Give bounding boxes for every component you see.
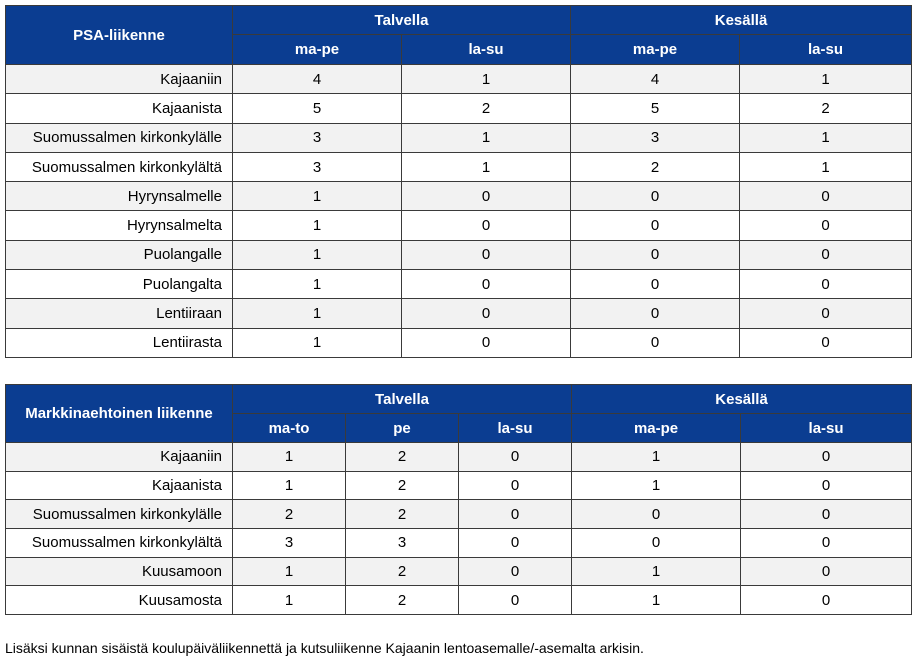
psa-cell: 2 [740,94,912,123]
market-row [6,443,912,472]
psa-row [6,240,912,269]
psa-cell: 1 [233,240,402,269]
psa-row [6,270,912,299]
market-cell: 1 [233,443,346,472]
psa-row [6,152,912,181]
market-row [6,529,912,558]
market-cell: 0 [459,500,572,529]
market-cell: 2 [346,471,459,500]
psa-col-header: ma-pe [233,35,402,65]
market-cell: 2 [346,586,459,615]
psa-cell: 2 [571,152,740,181]
psa-cell: 0 [571,182,740,211]
psa-cell: 5 [233,94,402,123]
market-col-header: la-su [741,414,912,443]
market-cell: 2 [346,557,459,586]
psa-cell: 4 [571,65,740,94]
psa-cell: 0 [571,270,740,299]
psa-row [6,328,912,357]
market-cell: 0 [459,471,572,500]
psa-cell: 1 [402,152,571,181]
market-group-summer: Kesällä [572,385,912,414]
psa-cell: 0 [740,270,912,299]
market-cell: 0 [741,471,912,500]
footnote: Lisäksi kunnan sisäistä koulupäiväliikennettä ja kutsuliikenne Kajaanin lentoasemalle/-asemalta arkisin. [5,640,644,656]
market-cell: 1 [572,586,741,615]
market-col-header: pe [346,414,459,443]
psa-row-label: Lentiirasta [6,328,233,357]
psa-row [6,182,912,211]
psa-row-label: Puolangalle [6,240,233,269]
market-cell: 0 [459,586,572,615]
market-cell: 0 [572,500,741,529]
psa-cell: 0 [571,240,740,269]
market-group-winter: Talvella [233,385,572,414]
psa-col-header: la-su [740,35,912,65]
market-cell: 0 [459,443,572,472]
market-row-label: Suomussalmen kirkonkylälle [6,500,233,529]
market-table-body [6,443,912,615]
market-row-label: Suomussalmen kirkonkylältä [6,529,233,558]
psa-row-label: Kajaanista [6,94,233,123]
market-cell: 3 [233,529,346,558]
psa-cell: 2 [402,94,571,123]
psa-cell: 5 [571,94,740,123]
psa-row-label: Suomussalmen kirkonkylältä [6,152,233,181]
market-col-header: ma-to [233,414,346,443]
psa-group-winter: Talvella [233,6,571,35]
market-row [6,500,912,529]
market-row-label: Kajaanista [6,471,233,500]
psa-cell: 1 [402,123,571,152]
psa-cell: 0 [740,182,912,211]
psa-cell: 0 [402,328,571,357]
psa-cell: 0 [740,328,912,357]
market-row [6,586,912,615]
market-cell: 1 [572,443,741,472]
market-cell: 3 [346,529,459,558]
market-col-header: ma-pe [572,414,741,443]
psa-row-label: Hyrynsalmelle [6,182,233,211]
psa-col-header: la-su [402,35,571,65]
market-cell: 0 [741,443,912,472]
market-cell: 1 [233,471,346,500]
psa-cell: 0 [402,240,571,269]
psa-row-label: Hyrynsalmelta [6,211,233,240]
psa-row [6,211,912,240]
psa-cell: 0 [402,182,571,211]
market-row [6,471,912,500]
market-table [5,384,912,615]
market-cell: 1 [233,586,346,615]
psa-cell: 1 [233,182,402,211]
psa-cell: 3 [233,123,402,152]
market-cell: 2 [233,500,346,529]
psa-cell: 4 [233,65,402,94]
psa-cell: 1 [233,328,402,357]
psa-table-body [6,65,912,358]
psa-cell: 0 [571,211,740,240]
market-cell: 0 [741,529,912,558]
psa-cell: 0 [402,299,571,328]
psa-row [6,94,912,123]
psa-cell: 3 [233,152,402,181]
market-cell: 2 [346,500,459,529]
psa-cell: 0 [571,328,740,357]
psa-row-label: Suomussalmen kirkonkylälle [6,123,233,152]
psa-cell: 0 [740,240,912,269]
market-col-header: la-su [459,414,572,443]
psa-cell: 0 [402,211,571,240]
psa-cell: 0 [402,270,571,299]
psa-cell: 1 [402,65,571,94]
psa-cell: 1 [233,299,402,328]
psa-cell: 1 [740,123,912,152]
psa-cell: 3 [571,123,740,152]
psa-row-label: Lentiiraan [6,299,233,328]
market-table-title: Markkinaehtoinen liikenne [6,385,233,443]
psa-cell: 0 [740,211,912,240]
psa-cell: 1 [233,211,402,240]
psa-cell: 1 [740,65,912,94]
psa-row [6,65,912,94]
psa-table [5,5,912,358]
market-row-label: Kuusamosta [6,586,233,615]
psa-row-label: Kajaaniin [6,65,233,94]
market-cell: 0 [459,529,572,558]
market-cell: 0 [741,500,912,529]
psa-group-summer: Kesällä [571,6,912,35]
market-cell: 0 [459,557,572,586]
psa-cell: 1 [233,270,402,299]
psa-col-header: ma-pe [571,35,740,65]
psa-row-label: Puolangalta [6,270,233,299]
psa-row [6,299,912,328]
psa-table-title: PSA-liikenne [6,6,233,65]
market-cell: 0 [741,586,912,615]
market-cell: 1 [572,557,741,586]
psa-row [6,123,912,152]
market-cell: 0 [572,529,741,558]
market-cell: 1 [233,557,346,586]
psa-cell: 1 [740,152,912,181]
psa-cell: 0 [740,299,912,328]
market-cell: 2 [346,443,459,472]
market-row-label: Kuusamoon [6,557,233,586]
market-row-label: Kajaaniin [6,443,233,472]
market-cell: 1 [572,471,741,500]
market-cell: 0 [741,557,912,586]
psa-cell: 0 [571,299,740,328]
market-row [6,557,912,586]
